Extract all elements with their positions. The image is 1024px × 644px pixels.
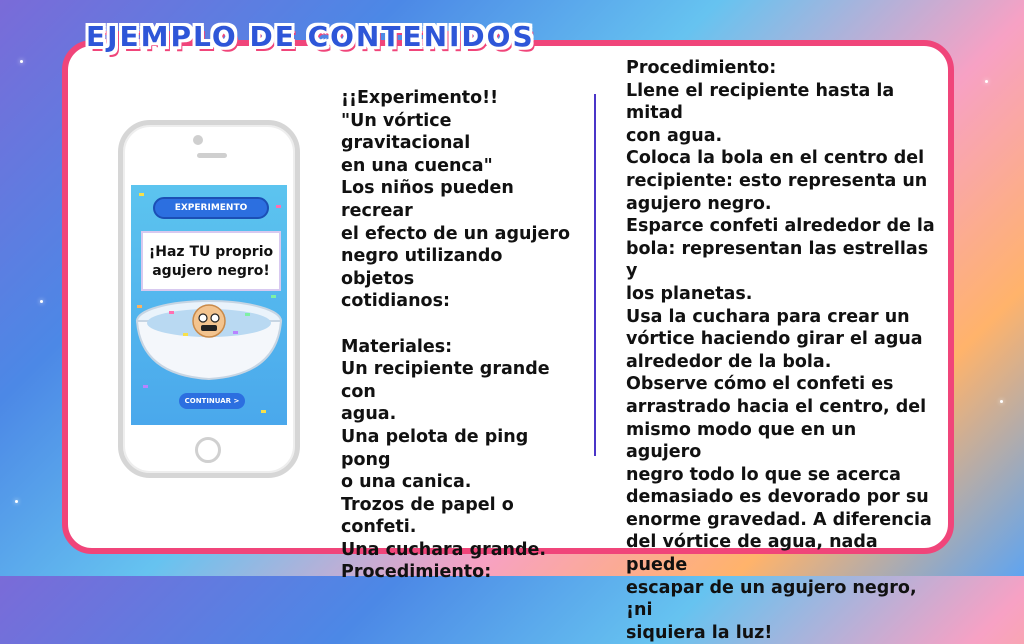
text-line: enorme gravedad. A diferencia: [626, 509, 932, 530]
text-line: los planetas.: [626, 283, 753, 304]
text-line: Una pelota de ping pong: [341, 426, 529, 470]
text-line: Trozos de papel o confeti.: [341, 494, 514, 538]
confetti: [139, 193, 144, 196]
text-line: Procedimiento:: [626, 58, 777, 78]
text-line: Una cuchara grande.: [341, 539, 547, 560]
text-line: cotidianos:: [341, 291, 450, 312]
text-line: vórtice haciendo girar el agua: [626, 329, 923, 350]
procedure-text-column: [626, 57, 936, 644]
text-line: recipiente: esto representa un: [626, 170, 928, 191]
text-line: Materiales:: [341, 336, 453, 357]
speech-bubble: ¡Haz TU proprio agujero negro!: [141, 231, 281, 291]
text-line: escapar de un agujero negro, ¡ni: [626, 577, 917, 621]
text-line: negro todo lo que se acerca: [626, 464, 901, 485]
blank-line: [341, 313, 581, 336]
text-line: mismo modo que en un agujero: [626, 419, 857, 463]
text-line: el efecto de un agujero: [341, 223, 570, 244]
sparkle: [985, 80, 988, 83]
sparkle: [15, 500, 18, 503]
confetti: [261, 410, 266, 413]
text-line: Llene el recipiente hasta la mitad: [626, 80, 895, 124]
column-divider: [594, 94, 596, 456]
home-button: [195, 437, 221, 463]
experiment-pill[interactable]: EXPERIMENTO: [153, 197, 269, 219]
phone-screen: [131, 185, 287, 425]
sparkle: [40, 300, 43, 303]
text-line: agua.: [341, 404, 397, 425]
sparkle: [1000, 400, 1003, 403]
text-line: Procedimiento:: [341, 562, 492, 583]
text-line: en una cuenca": [341, 155, 493, 176]
text-line: con agua.: [626, 125, 723, 146]
text-line: demasiado es devorado por su: [626, 487, 929, 508]
continue-button[interactable]: CONTINUAR >: [179, 393, 245, 409]
phone-camera: [193, 135, 203, 145]
phone-speaker: [197, 153, 227, 158]
text-line: Usa la cuchara para crear un: [626, 306, 910, 327]
text-line: o una canica.: [341, 472, 472, 493]
text-line: ¡¡Experimento!!: [341, 88, 499, 108]
phone-mockup: [118, 120, 300, 478]
sparkle: [20, 60, 23, 63]
confetti: [143, 385, 148, 388]
text-line: Un recipiente grande con: [341, 359, 550, 402]
confetti: [271, 295, 276, 298]
text-line: Coloca la bola en el centro del: [626, 148, 925, 169]
text-line: arrastrado hacia el centro, del: [626, 396, 927, 417]
text-line: alrededor de la bola.: [626, 351, 832, 372]
text-line: siquiera la luz!: [626, 622, 773, 643]
text-line: "Un vórtice gravitacional: [341, 110, 471, 154]
text-line: Observe cómo el confeti es: [626, 374, 894, 395]
experiment-text-column: [341, 87, 581, 584]
text-line: bola: representan las estrellas y: [626, 238, 929, 282]
text-line: Los niños pueden recrear: [341, 178, 514, 221]
text-line: Esparce confeti alrededor de la: [626, 216, 935, 237]
text-line: negro utilizando objetos: [341, 246, 503, 289]
text-line: agujero negro.: [626, 193, 772, 214]
confetti: [276, 205, 281, 208]
text-line: del vórtice de agua, nada puede: [626, 532, 878, 576]
page-title: EJEMPLO DE CONTENIDOS: [86, 20, 535, 53]
bowl-illustration: [133, 299, 285, 383]
